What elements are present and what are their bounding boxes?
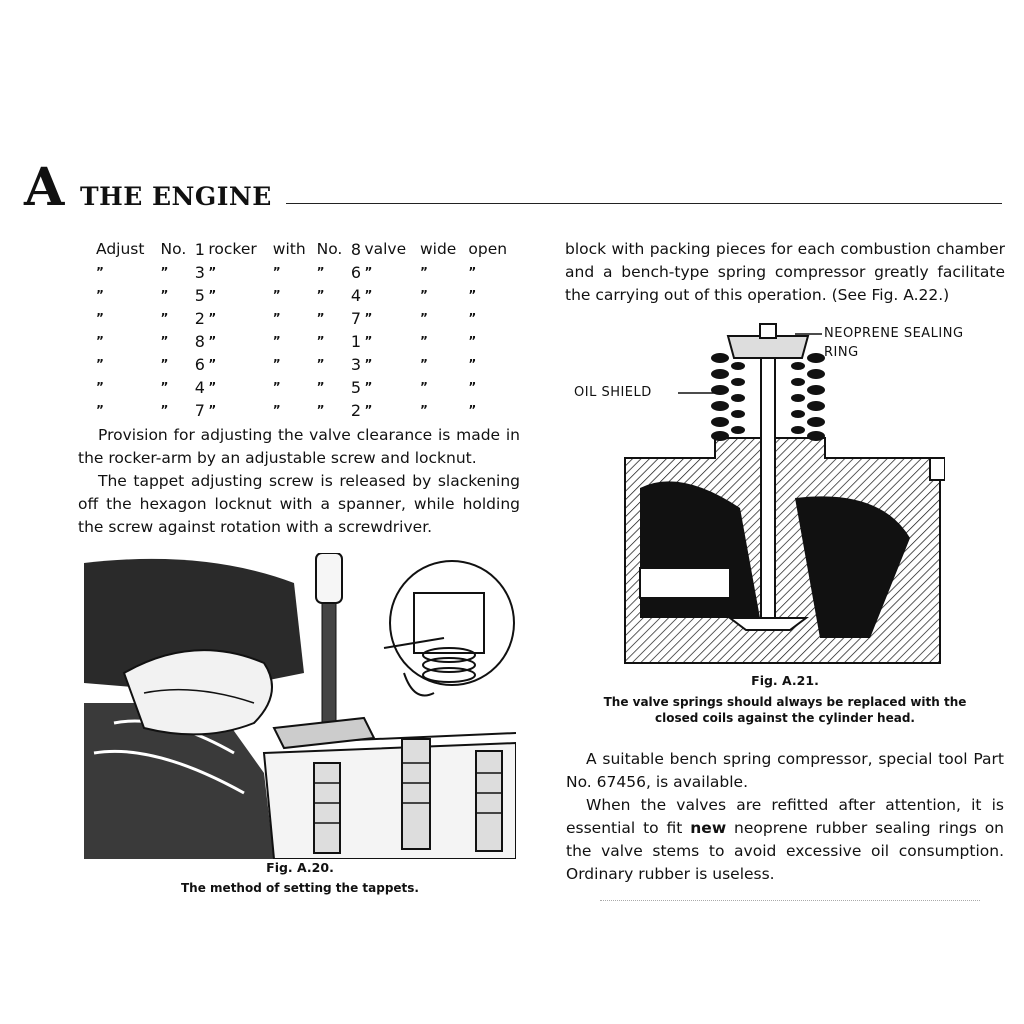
section-letter: A [24, 157, 65, 218]
ditto-mark: ” [272, 357, 281, 371]
rocker-table-number: 3 [350, 355, 362, 374]
rocker-table-number: 7 [350, 309, 362, 328]
rocker-table-number: 4 [194, 378, 205, 397]
rocker-table-number: 8 [194, 332, 205, 351]
rocker-number: 1 [194, 240, 205, 259]
ditto-mark: ” [160, 380, 169, 394]
paragraph-tappet-screw: The tappet adjusting screw is released by slackening off the hexagon locknut with a spanner, while holding the screw against rotation with a screwdriver. [78, 472, 520, 536]
sealing-text-end: neoprene rubber sealing rings on the valve stems to avoid excessive oil consumption. Ordinary rubber is useless. [566, 819, 1005, 883]
right-column-lower [566, 748, 1004, 886]
ditto-mark: ” [96, 334, 104, 348]
ditto-mark: ” [160, 311, 169, 325]
ditto-mark: ” [272, 311, 281, 325]
callout-oil-shield: OIL SHIELD [574, 385, 652, 400]
ditto-mark: ” [208, 357, 217, 371]
footer-rule [600, 900, 980, 901]
paragraph-valve-clearance: Provision for adjusting the valve clearance is made in the rocker-arm by an adjustable screw and locknut. [78, 426, 520, 467]
ditto-mark: ” [96, 265, 104, 279]
ditto-mark: ” [419, 334, 428, 348]
ditto-mark: ” [468, 311, 477, 325]
word-valve: valve [364, 240, 407, 258]
ditto-mark: ” [272, 334, 281, 348]
ditto-mark: ” [272, 403, 281, 417]
fig-a20-caption: The method of setting the tappets. [181, 881, 419, 895]
ditto-mark: ” [208, 311, 217, 325]
paragraph-bench-compressor: block with packing pieces for each combustion chamber and a bench-type spring compressor greatly facilitate the carrying out of this operation. (See Fig. A.22.) [565, 240, 1005, 304]
rocker-table-number: 5 [194, 286, 205, 305]
rocker-table-number: 6 [194, 355, 205, 374]
ditto-mark: ” [419, 357, 428, 371]
word-adjust: Adjust [96, 240, 145, 258]
word-open: open [468, 240, 508, 258]
paragraph-sealing-rings [566, 794, 1004, 886]
ditto-mark: ” [364, 357, 373, 371]
ditto-mark: ” [96, 403, 104, 417]
word-no: No. [316, 240, 343, 258]
header-rule [286, 203, 1002, 204]
ditto-mark: ” [272, 380, 281, 394]
ditto-mark: ” [419, 403, 428, 417]
ditto-mark: ” [272, 265, 281, 279]
rocker-header-row [96, 238, 520, 261]
ditto-mark: ” [208, 403, 217, 417]
ditto-mark: ” [419, 265, 428, 279]
rocker-table-number: 5 [350, 378, 362, 397]
emphasis-new: new [690, 819, 727, 837]
rocker-row [96, 284, 520, 307]
word-with: with [272, 240, 306, 258]
ditto-mark: ” [96, 380, 104, 394]
ditto-mark: ” [160, 403, 169, 417]
ditto-mark: ” [208, 334, 217, 348]
rocker-row [96, 261, 520, 284]
rocker-row [96, 330, 520, 353]
ditto-mark: ” [364, 380, 373, 394]
section-title: THE ENGINE [80, 182, 272, 211]
ditto-mark: ” [316, 357, 325, 371]
ditto-mark: ” [160, 265, 169, 279]
valve-number: 8 [350, 240, 362, 259]
ditto-mark: ” [208, 265, 217, 279]
rocker-row [96, 399, 520, 422]
ditto-mark: ” [316, 311, 325, 325]
fig-a21-label: Fig. A.21. [751, 673, 819, 688]
ditto-mark: ” [316, 265, 325, 279]
fig-a20-illustration [84, 553, 516, 859]
paragraph-special-tool: A suitable bench spring compressor, special tool Part No. 67456, is available. [566, 750, 1004, 791]
ditto-mark: ” [364, 403, 373, 417]
ditto-mark: ” [316, 288, 325, 302]
ditto-mark: ” [468, 403, 477, 417]
rocker-table-number: 7 [194, 401, 205, 420]
rocker-table-number: 2 [350, 401, 362, 420]
right-column [565, 238, 1005, 307]
ditto-mark: ” [468, 380, 477, 394]
ditto-mark: ” [272, 288, 281, 302]
ditto-mark: ” [364, 265, 373, 279]
ditto-mark: ” [160, 357, 169, 371]
sealing-text-start: When the valves are refitted after attention, it is essential to fit [566, 796, 1004, 837]
rocker-row [96, 376, 520, 399]
left-column [78, 238, 520, 539]
fig-a21-caption-line2: closed coils against the cylinder head. [655, 711, 915, 725]
ditto-mark: ” [208, 380, 217, 394]
rocker-table-number: 3 [194, 263, 205, 282]
ditto-mark: ” [419, 288, 428, 302]
rocker-row [96, 353, 520, 376]
callout-ring: RING [824, 345, 859, 360]
section-header [24, 157, 1004, 220]
ditto-mark: ” [160, 334, 169, 348]
ditto-mark: ” [364, 311, 373, 325]
ditto-mark: ” [468, 334, 477, 348]
ditto-mark: ” [419, 380, 428, 394]
ditto-mark: ” [316, 380, 325, 394]
rocker-table-number: 1 [350, 332, 362, 351]
ditto-mark: ” [364, 288, 373, 302]
fig-a21-caption-line1: The valve springs should always be replaced with the [603, 695, 967, 709]
rocker-table-number: 2 [194, 309, 205, 328]
ditto-mark: ” [208, 288, 217, 302]
word-rocker: rocker [208, 240, 257, 258]
ditto-mark: ” [96, 288, 104, 302]
fig-a21-illustration [620, 318, 945, 670]
ditto-mark: ” [419, 311, 428, 325]
ditto-mark: ” [96, 311, 104, 325]
word-no: No. [160, 240, 187, 258]
rocker-row [96, 307, 520, 330]
ditto-mark: ” [316, 334, 325, 348]
rocker-valve-table [96, 238, 520, 422]
ditto-mark: ” [468, 288, 477, 302]
ditto-mark: ” [160, 288, 169, 302]
ditto-mark: ” [468, 357, 477, 371]
rocker-table-number: 6 [350, 263, 362, 282]
ditto-mark: ” [96, 357, 104, 371]
ditto-mark: ” [316, 403, 325, 417]
rocker-table-number: 4 [350, 286, 362, 305]
word-wide: wide [419, 240, 457, 258]
ditto-mark: ” [468, 265, 477, 279]
fig-a20-label: Fig. A.20. [266, 860, 334, 875]
callout-neoprene-sealing: NEOPRENE SEALING [824, 326, 964, 341]
ditto-mark: ” [364, 334, 373, 348]
